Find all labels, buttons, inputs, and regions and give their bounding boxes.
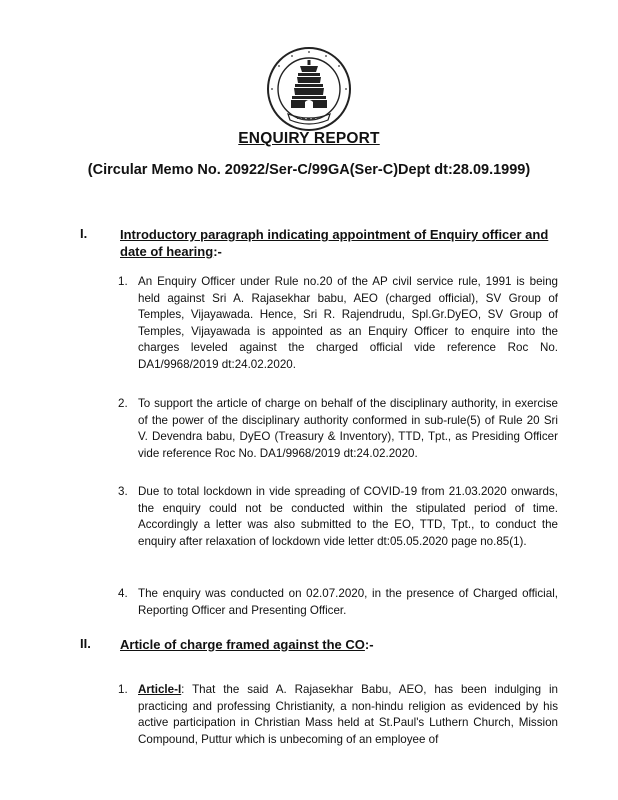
section-heading-suffix: :- <box>364 637 374 652</box>
list-item-number: 2. <box>118 397 128 410</box>
document-title: ENQUIRY REPORT <box>238 130 380 147</box>
list-item <box>118 484 558 550</box>
list-item <box>118 586 558 619</box>
section-heading <box>120 636 560 653</box>
section-number: II. <box>80 636 91 651</box>
list-item <box>118 682 558 748</box>
article-text: : That the said A. Rajasekhar Babu, AEO, has been indulging in practicing and professing Christianity, a non-hindu religion as evidenced by his active participation in Christian Mass held at St.Paul's Luthern Church, Mission Compound, Puttur which is unbecoming of an employee of <box>138 683 558 746</box>
list-item <box>118 396 558 462</box>
list-item-number: 3. <box>118 485 128 498</box>
list-item-number: 1. <box>118 683 128 696</box>
section-heading-text: Introductory paragraph indicating appointment of Enquiry officer and date of hearing <box>120 227 549 259</box>
list-item-text: The enquiry was conducted on 02.07.2020, in the presence of Charged official, Reporting Officer and Presenting Officer. <box>138 587 558 617</box>
list-item-text <box>138 682 558 748</box>
list-item-number: 4. <box>118 587 128 600</box>
list-item <box>118 274 558 373</box>
section-heading-text: Article of charge framed against the CO <box>120 637 365 652</box>
list-item-number: 1. <box>118 275 128 288</box>
list-item-text: An Enquiry Officer under Rule no.20 of the AP civil service rule, 1991 is being held against Sri A. Rajasekhar babu, AEO (charged official), SV Group of Temples, Vijayawada. Hence, Sri R. Rajendrudu, Spl.Gr.DyEO, SV Group of Temples, Vijayawada is appointed as an Enquiry Officer to enquire into the charges leveled against the charged official vide reference Roc No. DA1/9968/2019 dt:24.02.2020. <box>138 275 558 371</box>
list-item-text: To support the article of charge on behalf of the disciplinary authority, in exercise of the power of the disciplinary authority conformed in sub-rule(5) of Rule 20 Sri V. Devendra babu, DyEO (Treasury & Inventory), TTD, Tpt., as Presiding Officer vide reference Roc No. DA1/9968/2019 dt:24.02.2020. <box>138 397 558 460</box>
article-label: Article-I <box>138 683 182 696</box>
list-item-text: Due to total lockdown in vide spreading of COVID-19 from 21.03.2020 onwards, the enquiry could not be conducted within the stipulated period of time. Accordingly a letter was also submitted to the EO, TTD, Tpt., to conduct the enquiry after relaxation of lockdown vide letter dt:05.05.2020 page no.85(1). <box>138 485 558 548</box>
ttd-emblem-icon <box>264 44 354 134</box>
circular-memo-reference: (Circular Memo No. 20922/Ser-C/99GA(Ser-C)Dept dt:28.09.1999) <box>87 162 531 178</box>
section-number: I. <box>80 226 88 241</box>
section-heading <box>120 226 560 260</box>
section-heading-suffix: :- <box>213 244 222 259</box>
